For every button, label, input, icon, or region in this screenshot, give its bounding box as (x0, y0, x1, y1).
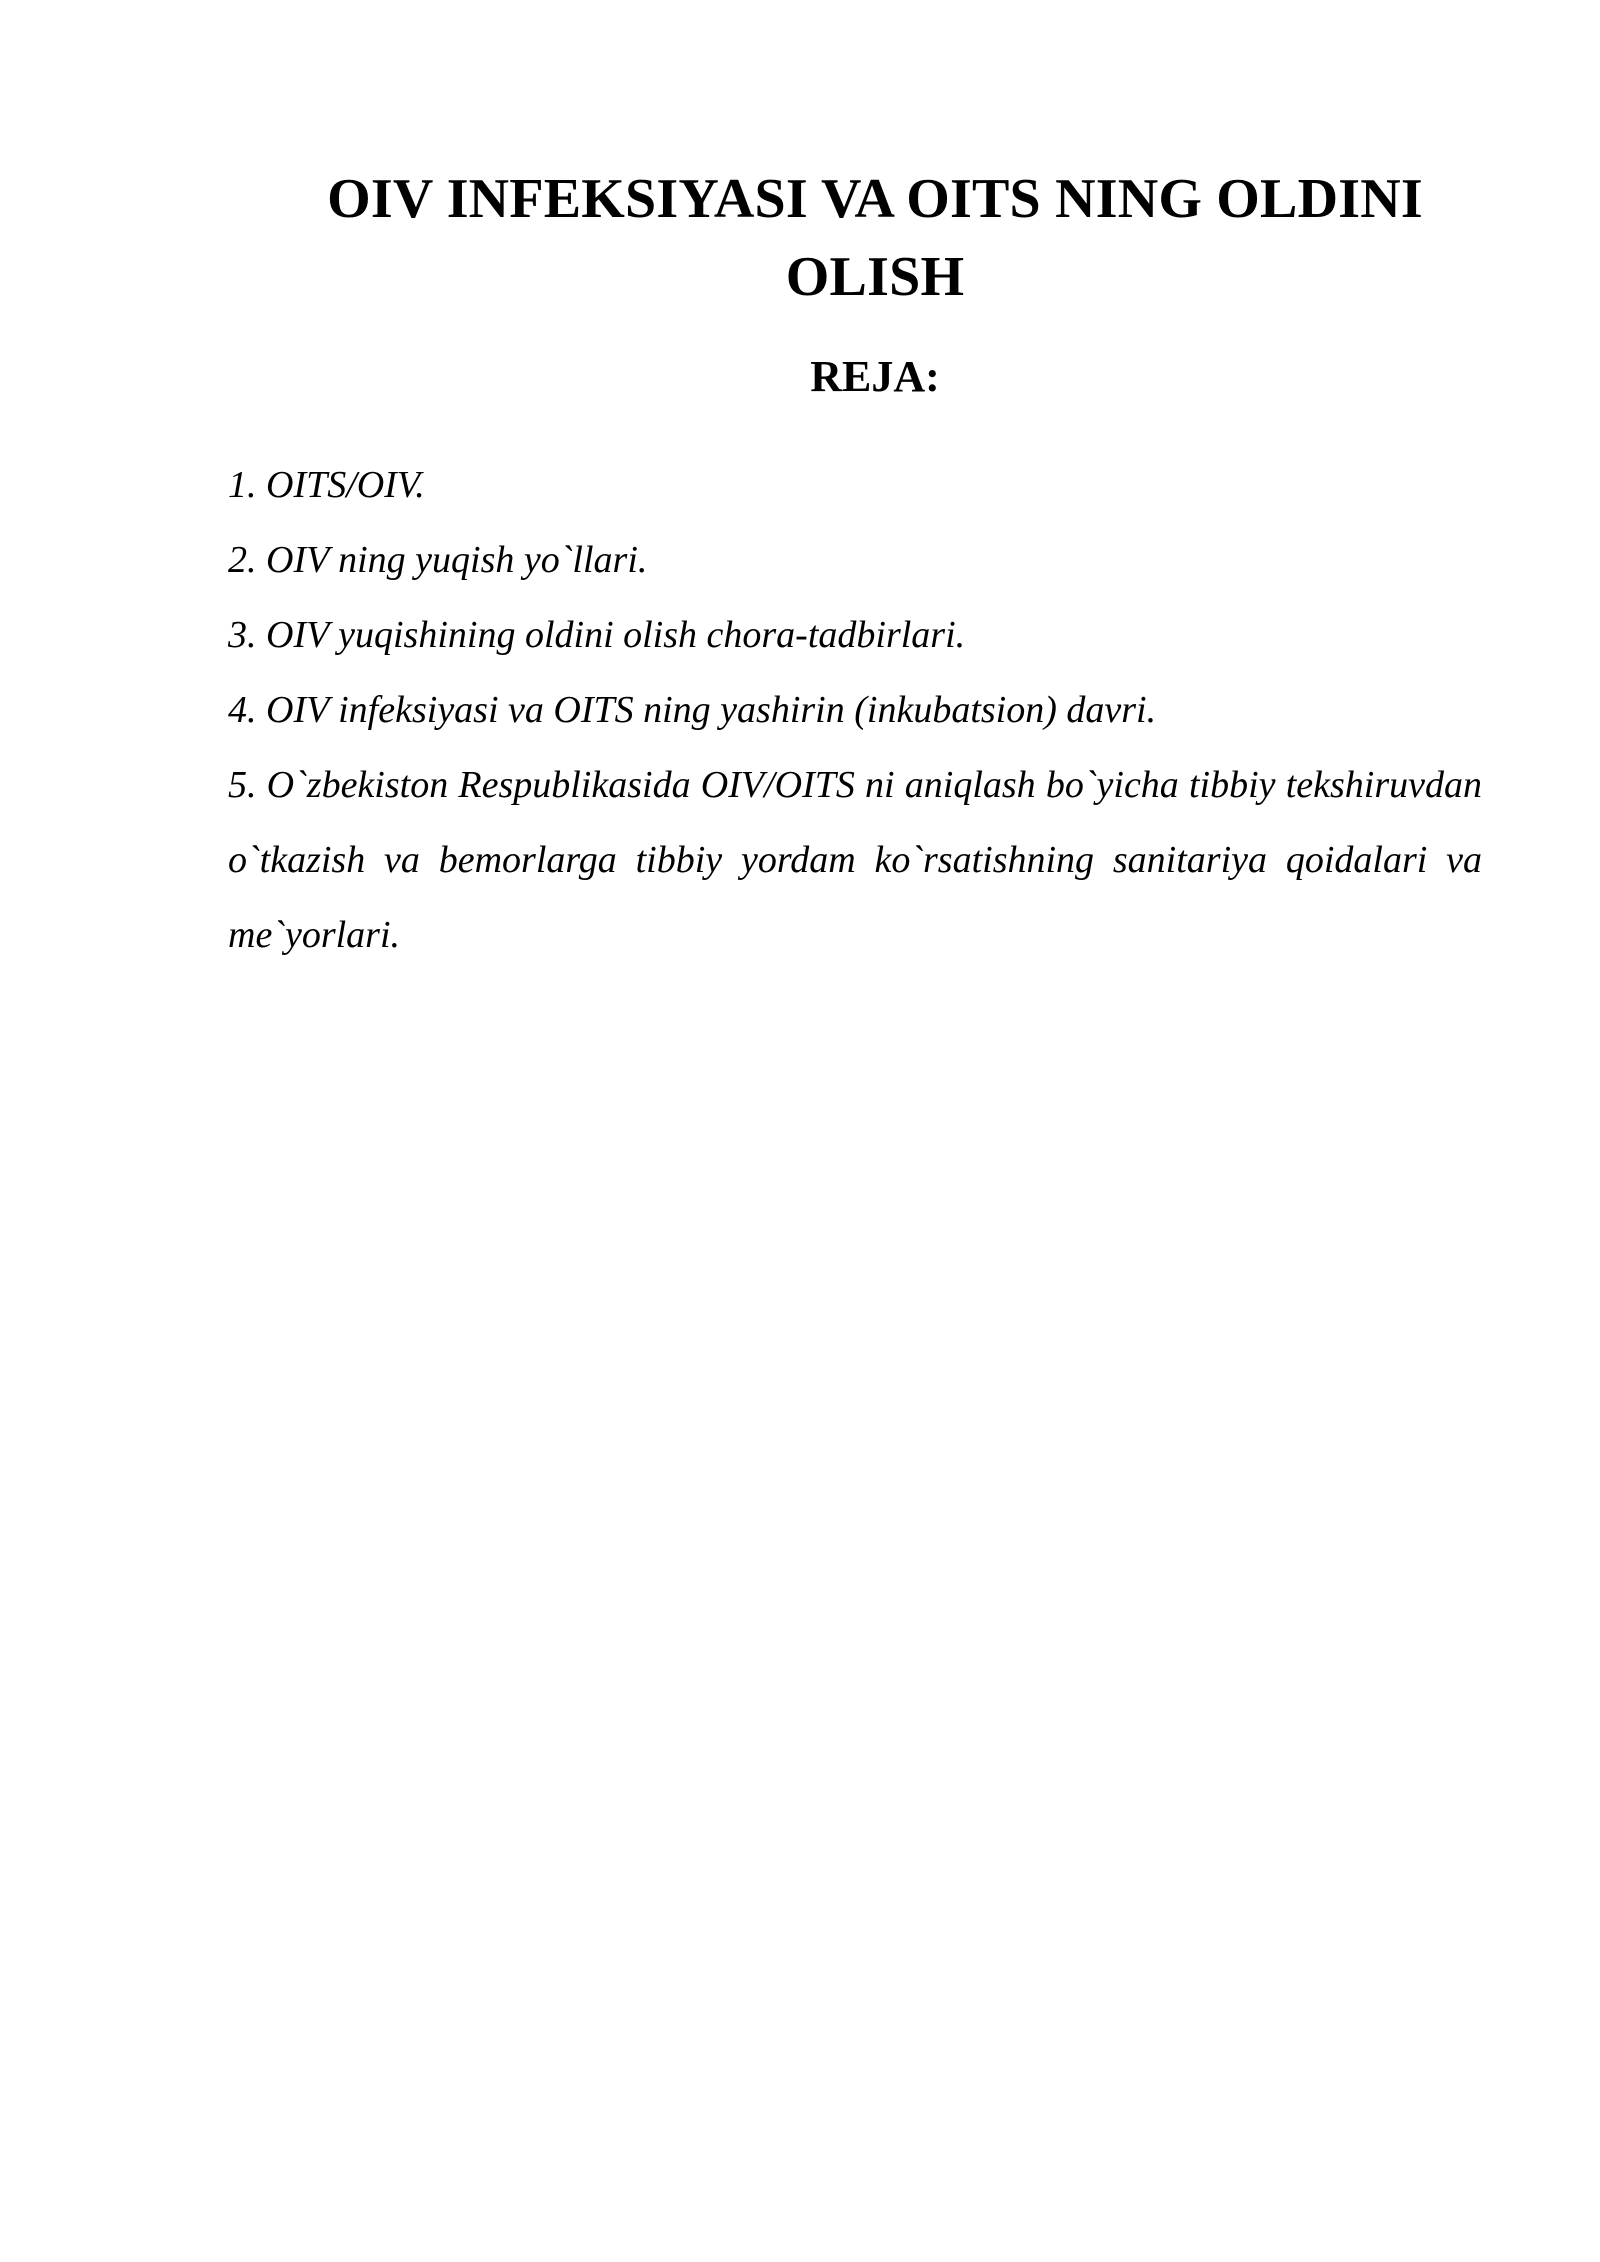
plan-item: 4. OIV infeksiyasi va OITS ning yashirin (inkubatsion) davri. (228, 689, 1157, 731)
plan-item: 5. O`zbekiston Respublikasida OIV/OITS ni aniqlash bo`yicha tibbiy tekshiruvdan o`tkazish va bemorlarga tibbiy yordam ko`rsatishning sanitariya qoidalari va me`yorlari. (228, 764, 1482, 956)
plan-item: 2. OIV ning yuqish yo`llari. (228, 539, 648, 581)
page-title: OIV INFEKSIYASI VA OITS NING OLDINI OLISH (327, 168, 1423, 308)
plan-item: 3. OIV yuqishining oldini olish chora-tadbirlari. (228, 614, 966, 656)
plan-list (228, 448, 1482, 973)
plan-heading: REJA: (810, 352, 940, 401)
plan-item: 1. OITS/OIV. (228, 464, 425, 506)
